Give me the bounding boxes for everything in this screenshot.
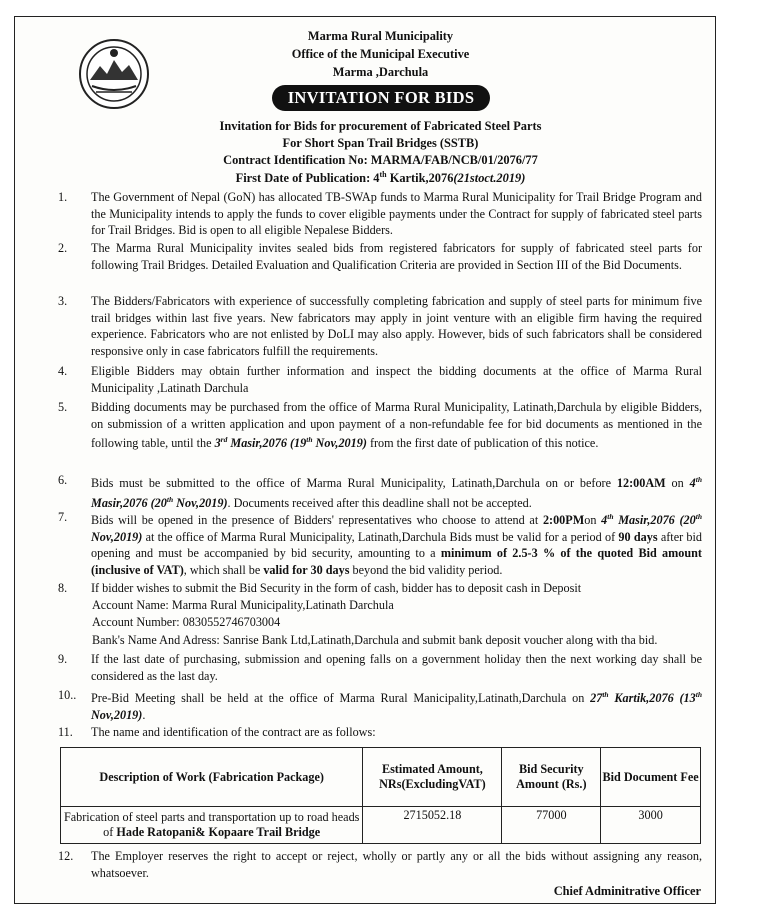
item-text xyxy=(91,189,702,239)
table-header-row xyxy=(61,748,701,807)
municipality-name: Marma Rural Municipality xyxy=(307,29,454,43)
item-number: 5. xyxy=(58,400,68,414)
item-text-run: . xyxy=(142,707,146,722)
item-text-run: minimum of 2.5-3 % of the quoted Bid amount (inclusive of VAT) xyxy=(91,546,702,577)
work-description: Fabrication of steel parts and transportation up to road heads of xyxy=(63,810,360,839)
item-text-run: If bidder wishes to submit the Bid Security in the form of cash, bidder has to deposit cash in Deposit xyxy=(91,581,582,595)
item-text xyxy=(91,724,702,741)
item-text xyxy=(91,651,702,684)
item-number: 2. xyxy=(58,241,68,255)
item-text-run: The Employer reserves the right to accept or reject, wholly or partly any or all the bids without assigning any reason, whatsoever. xyxy=(91,849,702,880)
item-text-run: on xyxy=(665,476,690,491)
bridge-names: Hade Ratopani& Kopaare Trail Bridge xyxy=(116,825,321,839)
item-text-run: on xyxy=(584,513,602,528)
item-text-run: 12:00AM xyxy=(616,476,666,491)
item-text xyxy=(91,240,702,273)
item-number: 3. xyxy=(58,294,68,308)
item-number: 9. xyxy=(58,652,68,666)
item-text-run: at the office of Marma Rural Municipality, Latinath,Darchula Bids must be valid for a period of xyxy=(142,529,619,544)
account-name: Account Name: Marma Rural Municipality,Latinath Darchula xyxy=(92,598,394,612)
item-text-run: . Documents received after this deadline shall not be accepted. xyxy=(227,495,532,510)
item-number: 6. xyxy=(58,473,68,487)
item-text-run: The Marma Rural Municipality invites sealed bids from registered fabricators for supply of fabricated steel parts for following Trail Bridges. Detailed Evaluation and Qualification Criteria are provided in Section III of the Bid Documents. xyxy=(91,241,702,272)
publication-date-sup: th xyxy=(379,170,387,179)
item-number: 11. xyxy=(58,725,73,739)
item-text xyxy=(91,509,702,578)
item-text-run: 2:00PM xyxy=(542,513,585,528)
work-description-cell xyxy=(61,807,363,844)
item-text-run: valid for 30 days xyxy=(263,562,350,577)
office-name: Office of the Municipal Executive xyxy=(291,47,470,61)
publication-date-month: Kartik,2076 xyxy=(386,171,454,186)
table-row xyxy=(61,807,701,844)
subtitle-line-2: For Short Span Trail Bridges (SSTB) xyxy=(282,136,479,150)
subtitle-line-1: Invitation for Bids for procurement of Fabricated Steel Parts xyxy=(219,119,542,133)
item-text xyxy=(91,399,702,452)
estimated-amount-cell: 2715052.18 xyxy=(363,807,502,844)
publication-date-prefix: First Date of Publication: 4 xyxy=(235,171,380,186)
item-text-run: The Government of Nepal (GoN) has allocated TB-SWAp funds to Marma Rural Municipality for Trail Bridge Program and the Municipality intends to apply the funds to cover eligible payments under the Contract for supply of fabricated steel parts for Trail Bridges. Bid is open to all eligible Nepalese Bidders. xyxy=(91,190,702,238)
item-number: 7. xyxy=(58,510,68,524)
item-text-run: Eligible Bidders may obtain further information and inspect the bidding documents at the office of Marma Rural Municipality ,Latinath Darchula xyxy=(91,364,702,395)
item-text-run: 4th Masir,2076 (20th Nov,2019) xyxy=(91,512,702,544)
item-text-run: The Bidders/Fabricators with experience of successfully completing fabrication and supply of steel parts for minimum five trail bridges within last five years. New fabricators may apply in joint venture with an eligible firm having the required experience. Fabricators who are not enlisted by DoLI may also apply. However, bids of such fabricators shall be considered responsive only in case fabricators fulfill the requirements. xyxy=(91,294,702,358)
item-number: 4. xyxy=(58,364,68,378)
item-text-run: 90 days xyxy=(618,529,658,544)
item-text-run: , which shall be xyxy=(183,562,264,577)
signatory-title: Chief Adminitrative Officer xyxy=(553,884,701,898)
bid-security-cell: 77000 xyxy=(502,807,601,844)
item-text-run: If the last date of purchasing, submission and opening falls on a government holiday then the next working day shall be considered as the last day. xyxy=(91,652,702,683)
item-text-run: 3rd Masir,2076 (19th Nov,2019) xyxy=(214,435,367,451)
item-number: 12. xyxy=(58,849,74,863)
column-header: Description of Work (Fabrication Package) xyxy=(61,748,363,807)
item-text-run: 27th Kartik,2076 (13th Nov,2019) xyxy=(91,690,702,722)
item-number: 1. xyxy=(58,190,68,204)
contract-table xyxy=(60,747,701,844)
item-text xyxy=(91,293,702,359)
item-text-run: from the first date of publication of this notice. xyxy=(366,436,599,451)
item-text-run: after bid opening and must be accompanied by bid security, amounting to a xyxy=(91,529,702,561)
item-text xyxy=(91,580,702,597)
item-text xyxy=(91,363,702,396)
item-text-run: Bids must be submitted to the office of Marma Rural Municipality, Latinath,Darchula on or before xyxy=(91,476,617,491)
item-text xyxy=(91,472,702,511)
item-text-run: Pre-Bid Meeting shall be held at the office of Marma Rural Manicipality,Latinath,Darchula on xyxy=(91,691,591,706)
item-text xyxy=(91,848,702,881)
item-text-run: Bids will be opened in the presence of Bidders' representatives who choose to attend at xyxy=(91,513,543,528)
publication-date-english: (21stoct.2019) xyxy=(453,171,526,186)
bid-document-fee-cell: 3000 xyxy=(601,807,701,844)
column-header: Bid Security Amount (Rs.) xyxy=(502,748,601,807)
publication-date xyxy=(0,170,761,186)
column-header: Bid Document Fee xyxy=(601,748,701,807)
item-text-run: Bidding documents may be purchased from the office of Marma Rural Municipality, Latinath,Darchula by eligible Bidders, on submission of a written application and upon payment of a non-refundable fee for bid documents as mentioned in the following table, until the xyxy=(91,400,702,451)
account-number: Account Number: 0830552746703004 xyxy=(92,615,281,629)
item-text xyxy=(91,687,702,723)
item-number: 8. xyxy=(58,581,68,595)
bank-details: Bank's Name And Adress: Sanrise Bank Ltd,Latinath,Darchula and submit bank deposit voucher along with tha bid. xyxy=(92,633,658,647)
item-text-run: The name and identification of the contract are as follows: xyxy=(91,725,376,739)
item-number: 10.. xyxy=(58,688,77,702)
item-text-run: beyond the bid validity period. xyxy=(349,562,503,577)
page-title: INVITATION FOR BIDS xyxy=(272,85,490,111)
contract-identification: Contract Identification No: MARMA/FAB/NCB/01/2076/77 xyxy=(223,153,538,167)
item-text-run: 4th Masir,2076 (20th Nov,2019) xyxy=(91,475,702,510)
column-header: Estimated Amount, NRs(ExcludingVAT) xyxy=(363,748,502,807)
office-location: Marma ,Darchula xyxy=(332,65,429,79)
